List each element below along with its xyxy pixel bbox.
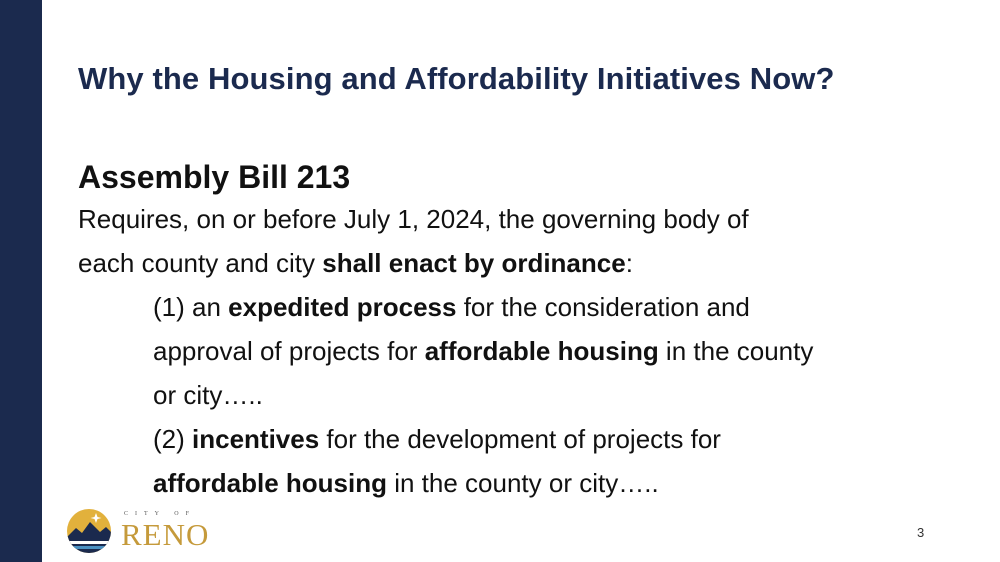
line2-prefix: each county and city [78, 248, 323, 278]
item-1-line-3 [78, 373, 978, 417]
page-number: 3 [917, 525, 925, 540]
item2-bold: incentives [192, 424, 320, 454]
item2-line2-suffix: in the county or city….. [387, 468, 659, 498]
slide-title: Why the Housing and Affordability Initiatives Now? [78, 61, 835, 96]
left-accent-bar [0, 0, 42, 562]
line2-bold: shall enact by ordinance [322, 248, 626, 278]
line2-suffix: : [625, 248, 633, 278]
slide-body [78, 157, 978, 505]
item1-prefix: (1) an [153, 292, 229, 322]
item2-suffix: for the development of projects for [319, 424, 721, 454]
logo-wordmark: RENO [121, 517, 210, 552]
item1-line3: or city….. [153, 380, 263, 410]
bill-heading: Assembly Bill 213 [78, 159, 351, 195]
item1-line2-prefix: approval of projects for [153, 336, 425, 366]
reno-emblem-icon [66, 508, 112, 554]
body-line-1 [78, 197, 978, 241]
item2-line2-bold: affordable housing [153, 468, 387, 498]
item1-bold: expedited process [228, 292, 457, 322]
item-1-line-1 [78, 285, 978, 329]
city-of-reno-logo [66, 508, 216, 556]
item1-line2-bold: affordable housing [424, 336, 659, 366]
item1-suffix: for the consideration and [456, 292, 750, 322]
logo-small-text: CITY OF [124, 511, 196, 517]
item1-line2-suffix: in the county [658, 336, 814, 366]
item-2-line-1 [78, 417, 978, 461]
item-2-line-2 [78, 461, 978, 505]
requires-text: Requires, on or before July 1, 2024, the governing body of [78, 204, 749, 234]
item2-prefix: (2) [153, 424, 192, 454]
body-line-2 [78, 241, 978, 285]
item-1-line-2 [78, 329, 978, 373]
